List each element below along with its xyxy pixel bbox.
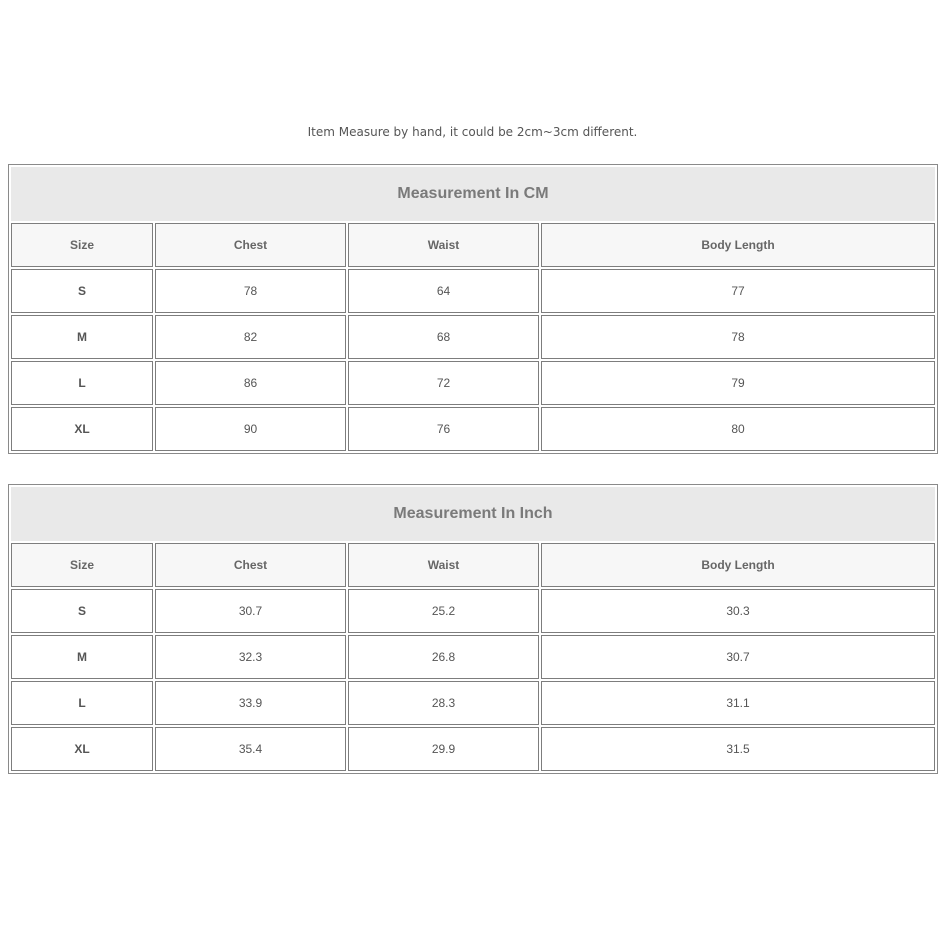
table-title: Measurement In Inch [11,487,935,541]
chest-cell: 30.7 [155,589,346,633]
chest-cell: 78 [155,269,346,313]
table-title-row [11,487,935,541]
body-length-cell: 31.1 [541,681,935,725]
size-cell: L [11,361,153,405]
table-header-row [11,543,935,587]
body-length-cell: 80 [541,407,935,451]
header-size: Size [11,543,153,587]
body-length-cell: 30.3 [541,589,935,633]
size-cell: S [11,269,153,313]
waist-cell: 26.8 [348,635,539,679]
table-row [11,681,935,725]
chest-cell: 90 [155,407,346,451]
chest-cell: 32.3 [155,635,346,679]
body-length-cell: 78 [541,315,935,359]
header-body-length: Body Length [541,223,935,267]
waist-cell: 64 [348,269,539,313]
waist-cell: 29.9 [348,727,539,771]
size-table-cm [8,164,938,454]
waist-cell: 72 [348,361,539,405]
size-cell: XL [11,407,153,451]
table-title-row [11,167,935,221]
table-row [11,407,935,451]
waist-cell: 28.3 [348,681,539,725]
chest-cell: 35.4 [155,727,346,771]
header-chest: Chest [155,223,346,267]
size-cell: XL [11,727,153,771]
table-title: Measurement In CM [11,167,935,221]
body-length-cell: 31.5 [541,727,935,771]
measurement-note: Item Measure by hand, it could be 2cm~3cm different. [307,125,638,139]
table-row [11,635,935,679]
chest-cell: 82 [155,315,346,359]
table-row [11,269,935,313]
size-cell: M [11,315,153,359]
body-length-cell: 79 [541,361,935,405]
header-size: Size [11,223,153,267]
waist-cell: 68 [348,315,539,359]
waist-cell: 25.2 [348,589,539,633]
chest-cell: 86 [155,361,346,405]
size-cell: S [11,589,153,633]
table-row [11,727,935,771]
table-header-row [11,223,935,267]
table-row [11,361,935,405]
header-chest: Chest [155,543,346,587]
header-waist: Waist [348,543,539,587]
header-body-length: Body Length [541,543,935,587]
size-table-inch [8,484,938,774]
size-cell: M [11,635,153,679]
body-length-cell: 77 [541,269,935,313]
waist-cell: 76 [348,407,539,451]
table-row [11,315,935,359]
size-cell: L [11,681,153,725]
table-row [11,589,935,633]
chest-cell: 33.9 [155,681,346,725]
body-length-cell: 30.7 [541,635,935,679]
header-waist: Waist [348,223,539,267]
